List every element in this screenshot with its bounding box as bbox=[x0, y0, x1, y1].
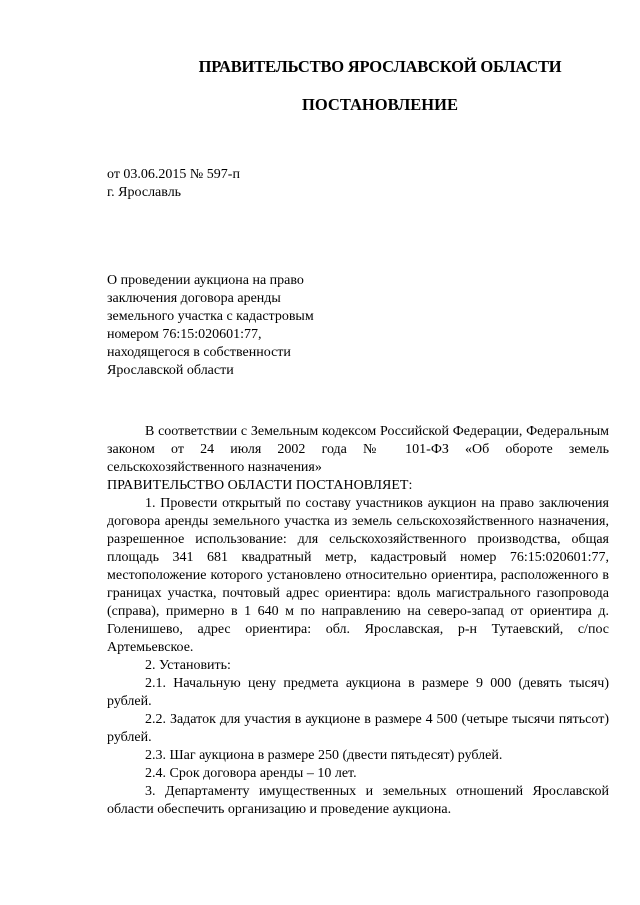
subject-line: заключения договора аренды bbox=[107, 291, 281, 306]
subject-line: номером 76:15:020601:77, bbox=[107, 327, 262, 342]
item-2-3: 2.3. Шаг аукциона в размере 250 (двести пятьдесят) рублей. bbox=[145, 748, 503, 763]
subject-line: земельного участка с кадастровым bbox=[107, 309, 314, 324]
item-2-4: 2.4. Срок договора аренды – 10 лет. bbox=[145, 766, 357, 781]
preamble-paragraph: В соответствии с Земельным кодексом Российской Федерации, Федеральным законом от 24 июля 2002 года № 101-ФЗ «Об обороте земель сельскохозяйственного назначения» bbox=[107, 424, 609, 475]
government-title: ПРАВИТЕЛЬСТВО ЯРОСЛАВСКОЙ ОБЛАСТИ bbox=[198, 57, 562, 76]
subject-line: находящегося в собственности bbox=[107, 345, 291, 360]
item-1: 1. Провести открытый по составу участников аукцион на право заключения договора аренды земельного участка из земель сельскохозяйственного назначения, разрешенное использование: для сельскохозяйственного производства, общая площадь 341 681 квадратный метр, кадастровый номер 76:15:020601:77, местоположение которого установлено относительно ориентира, расположенного в границах участка, почтовый адрес ориентира: вдоль магистрального газопровода (справа), примерно в 1 640 м по направлению на северо-запад от ориентира д. Голенишево, адрес ориентира: обл. Ярославская, р-н Тутаевский, с/пос Артемьевское. bbox=[107, 496, 609, 655]
date-number: от 03.06.2015 № 597-п bbox=[107, 167, 240, 182]
item-2-1: 2.1. Начальную цену предмета аукциона в размере 9 000 (девять тысяч) рублей. bbox=[107, 676, 609, 709]
decree-subject bbox=[107, 272, 367, 380]
item-3: 3. Департаменту имущественных и земельных отношений Ярославской области обеспечить организацию и проведение аукциона. bbox=[107, 784, 609, 817]
item-2: 2. Установить: bbox=[145, 658, 231, 673]
resolves-line: ПРАВИТЕЛЬСТВО ОБЛАСТИ ПОСТАНОВЛЯЕТ: bbox=[107, 478, 413, 493]
subject-line: О проведении аукциона на право bbox=[107, 273, 304, 288]
decree-body bbox=[107, 423, 609, 819]
item-2-2: 2.2. Задаток для участия в аукционе в размере 4 500 (четыре тысячи пятьсот) рублей. bbox=[107, 712, 609, 745]
subject-line: Ярославской области bbox=[107, 363, 234, 378]
city: г. Ярославль bbox=[107, 185, 182, 200]
document-type-title: ПОСТАНОВЛЕНИЕ bbox=[302, 95, 458, 114]
